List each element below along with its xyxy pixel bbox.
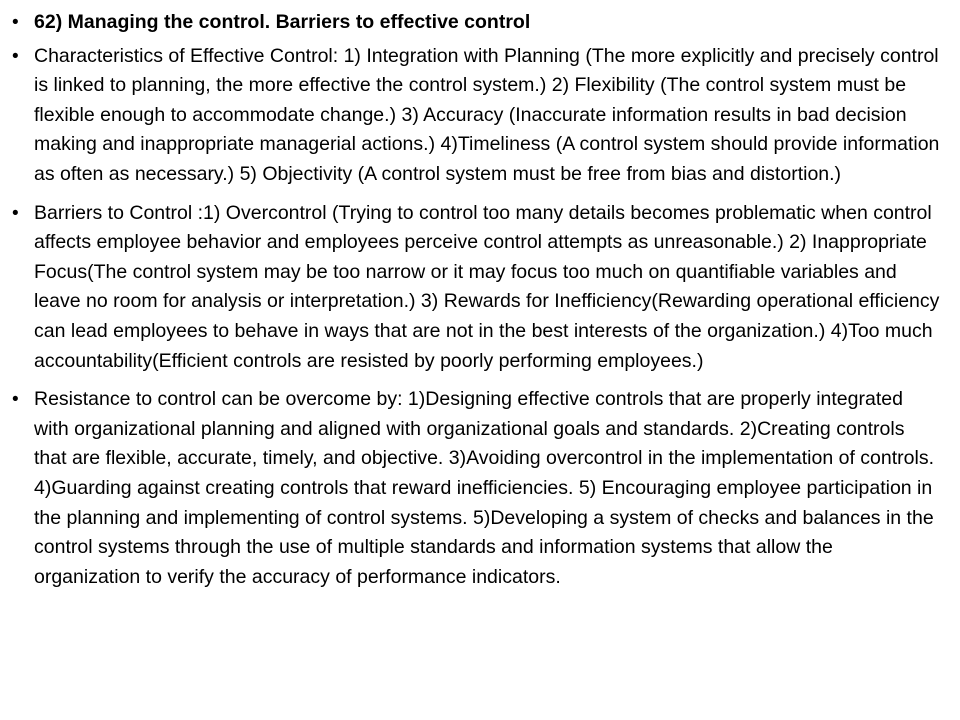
bullet-item-characteristics xyxy=(10,42,942,190)
bullet-item-resistance xyxy=(10,385,942,592)
slide-title: 62) Managing the control. Barriers to effective control xyxy=(34,11,531,33)
bullet-dot-icon: • xyxy=(12,202,19,224)
bullet-text-resistance: Resistance to control can be overcome by: 1)Designing effective controls that are properly integrated with organizational planning and aligned with organizational goals and standards. 2)Creating controls that are flexible, accurate, timely, and objective. 3)Avoiding overcontrol in the implementation of controls. 4)Guarding against creating controls that reward inefficiencies. 5) Encouraging employee participation in the planning and implementing of control systems. 5)Developing a system of checks and balances in the control systems through the use of multiple standards and information systems that allow the organization to verify the accuracy of performance indicators. xyxy=(34,388,934,588)
bullet-dot-icon: • xyxy=(12,45,19,67)
bullet-dot-icon: • xyxy=(12,12,19,33)
bullet-item-title xyxy=(10,8,942,38)
bullet-list xyxy=(10,8,942,592)
bullet-item-barriers xyxy=(10,199,942,377)
bullet-dot-icon: • xyxy=(12,389,19,411)
bullet-text-characteristics: Characteristics of Effective Control: 1) Integration with Planning (The more explicitly and precisely control is linked to planning, the more effective the control system.) 2) Flexibility (The control system must be flexible enough to accommodate change.) 3) Accuracy (Inaccurate information results in bad decision making and inappropriate managerial actions.) 4)Timeliness (A control system should provide information as often as necessary.) 5) Objectivity (A control system must be free from bias and distortion.) xyxy=(34,44,940,185)
bullet-text-barriers: Barriers to Control :1) Overcontrol (Trying to control too many details becomes problematic when control affects employee behavior and employees perceive control attempts as unreasonable.) 2) Inappropriate Focus(The control system may be too narrow or it may focus too much on quantifiable variables and leave no room for analysis or interpretation.) 3) Rewards for Inefficiency(Rewarding operational efficiency can lead employees to behave in ways that are not in the best interests of the organization.) 4)Too much accountability(Efficient controls are resisted by poorly performing employees.) xyxy=(34,201,940,372)
